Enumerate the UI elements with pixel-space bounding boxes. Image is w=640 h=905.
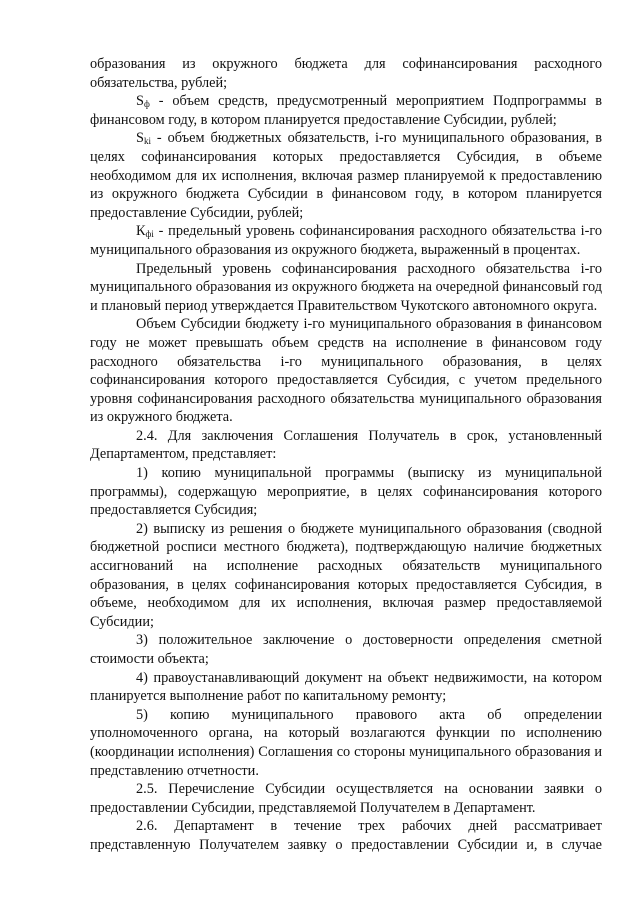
paragraph-text: 4) правоустанавливающий документ на объект недвижимости, на котором планируется выполнение работ по капитальному ремонту; — [90, 669, 602, 705]
clause-2-6 — [90, 817, 602, 854]
paragraph-subsidy-volume — [90, 315, 602, 427]
paragraph-limit-level — [90, 260, 602, 316]
paragraph-text: Объем Субсидии бюджету i-го муниципального образования в финансовом году не может превышать объем средств на исполнение в финансовом году расходного обязательства i-го муниципального образования, в целях софинансирования которого предоставляется Субсидия, с учетом предельного уровня софинансирования расходного обязательства муниципального образования из окружного бюджета. — [90, 316, 602, 426]
symbol-subscript: ki — [143, 136, 151, 147]
paragraph-text: 2) выписку из решения о бюджете муниципального образования (сводной бюджетной росписи местного бюджета), подтверждающую наличие бюджетных ассигнований на исполнение расходных обязательств муниципального образования, в целях софинансирования которых предоставляется Субсидия, в объеме, необходимом для их исполнения, включая размер предоставляемой Субсидии; — [90, 520, 602, 630]
definition-s-ki — [90, 129, 602, 222]
symbol-subscript: ф — [143, 99, 150, 110]
paragraph-continuation — [90, 55, 602, 92]
symbol: S — [136, 93, 144, 110]
list-item-4 — [90, 669, 602, 706]
paragraph-text: 2.6. Департамент в течение трех рабочих дней рассматривает представленную Получателем заявку о предоставлении Субсидии и, в случае — [90, 818, 602, 853]
paragraph-text: Предельный уровень софинансирования расходного обязательства i-го муниципального образования из окружного бюджета на очередной финансовый год и плановый период утверждается Правительством Чукотского автономного округа. — [90, 260, 602, 314]
definition-k-fi — [90, 222, 602, 259]
paragraph-text: 3) положительное заключение о достоверности определения сметной стоимости объекта; — [90, 632, 602, 667]
list-item-5 — [90, 706, 602, 780]
symbol: S — [136, 130, 144, 147]
paragraph-text: 2.4. Для заключения Соглашения Получатель в срок, установленный Департаментом, представляет: — [90, 427, 602, 463]
document-page — [90, 55, 602, 855]
list-item-3 — [90, 631, 602, 668]
list-item-1 — [90, 464, 602, 520]
clause-2-5 — [90, 780, 602, 817]
paragraph-text: 2.5. Перечисление Субсидии осуществляется на основании заявки о предоставлении Субсидии, представляемой Получателем в Департамент. — [90, 781, 602, 816]
paragraph-text: образования из окружного бюджета для софинансирования расходного обязательства, рублей; — [90, 56, 602, 91]
symbol-subscript: фi — [145, 229, 154, 240]
definition-text: - предельный уровень софинансирования расходного обязательства i-го муниципального образования из окружного бюджета, выраженный в процентах. — [90, 223, 602, 258]
symbol: К — [136, 223, 146, 240]
paragraph-text: 5) копию муниципального правового акта об определении уполномоченного органа, на который возлагаются функции по исполнению (координации исполнения) Соглашения со стороны муниципального образования и представлению отчетности. — [90, 706, 602, 779]
clause-2-4 — [90, 427, 602, 464]
definition-text: - объем средств, предусмотренный мероприятием Подпрограммы в финансовом году, в котором планируется предоставление Субсидии, рублей; — [90, 93, 602, 128]
definition-text: - объем бюджетных обязательств, i-го муниципального образования, в целях софинансирования которых предоставляется Субсидия, в объеме необходимом для их исполнения, включая размер планируемой к предоставлению из окружного бюджета Субсидии в финансовом году, в котором планируется предоставление Субсидии, рублей; — [90, 130, 602, 221]
list-item-2 — [90, 520, 602, 632]
paragraph-text: 1) копию муниципальной программы (выписку из муниципальной программы), содержащую мероприятие, в целях софинансирования которого предоставляется Субсидия; — [90, 465, 602, 519]
definition-s-f — [90, 92, 602, 129]
